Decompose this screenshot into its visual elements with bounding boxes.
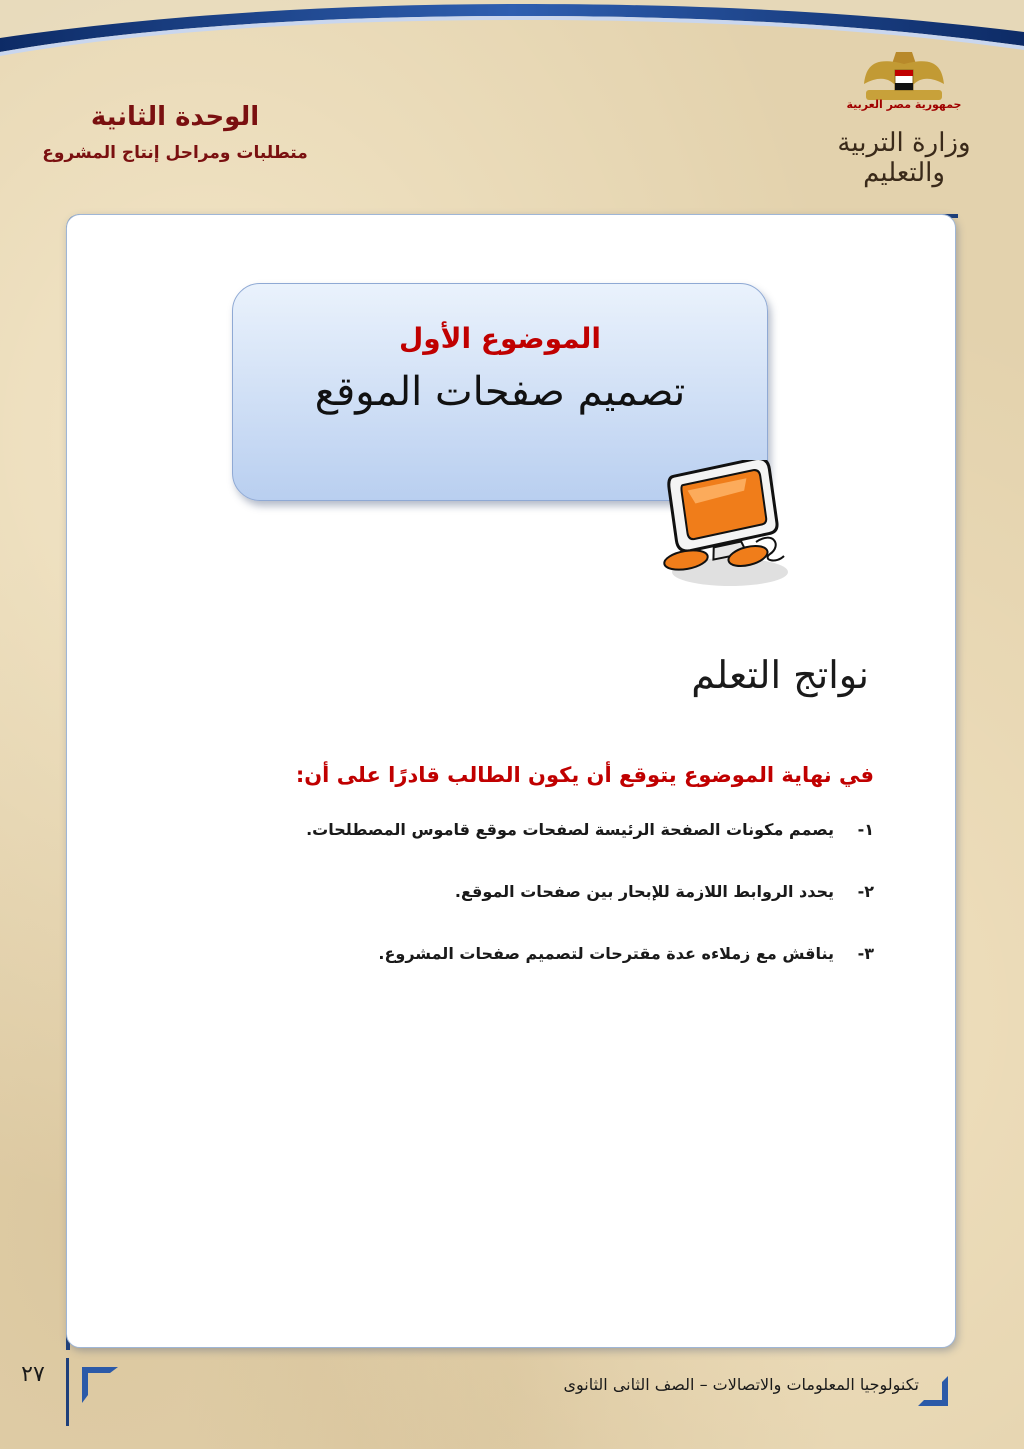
topic-title: تصميم صفحات الموقع	[314, 369, 686, 415]
list-item	[174, 939, 874, 1001]
unit-title: الوحدة الثانية	[90, 102, 260, 132]
list-item-number: ٢-	[857, 882, 874, 901]
list-item	[174, 815, 874, 877]
computer-monitor-icon	[652, 460, 792, 600]
corner-marker-icon	[80, 1365, 120, 1405]
list-item-text: يناقش مع زملاءه عدة مقترحات لتصميم صفحات المشروع.	[378, 944, 834, 963]
outcomes-heading: نواتج التعلم	[691, 653, 869, 697]
outcomes-list	[174, 815, 874, 1001]
footer-course-text: تكنولوجيا المعلومات والاتصالات – الصف الثانى الثانوى	[563, 1375, 919, 1394]
list-item-number: ١-	[857, 820, 874, 839]
page-number: ٢٧	[21, 1362, 45, 1387]
ministry-name-text: وزارة التربية والتعليم	[837, 128, 971, 188]
footer-divider	[66, 1358, 69, 1426]
ministry-logo	[814, 40, 994, 190]
unit-subtitle: متطلبات ومراحل إنتاج المشروع	[42, 143, 308, 163]
list-item-text: يحدد الروابط اللازمة للإبحار بين صفحات الموقع.	[454, 882, 834, 901]
corner-marker-icon	[916, 1374, 950, 1408]
outcomes-intro: في نهاية الموضوع يتوقع أن يكون الطالب قادرًا على أن:	[295, 763, 874, 787]
unit-header	[10, 100, 340, 166]
topic-label: الموضوع الأول	[398, 322, 602, 355]
list-item	[174, 877, 874, 939]
ministry-emblem-icon	[814, 40, 994, 130]
ministry-country-text: جمهورية مصر العربية	[846, 98, 962, 111]
list-item-text: يصمم مكونات الصفحة الرئيسة لصفحات موقع قاموس المصطلحات.	[306, 820, 834, 839]
list-item-number: ٣-	[857, 944, 874, 963]
